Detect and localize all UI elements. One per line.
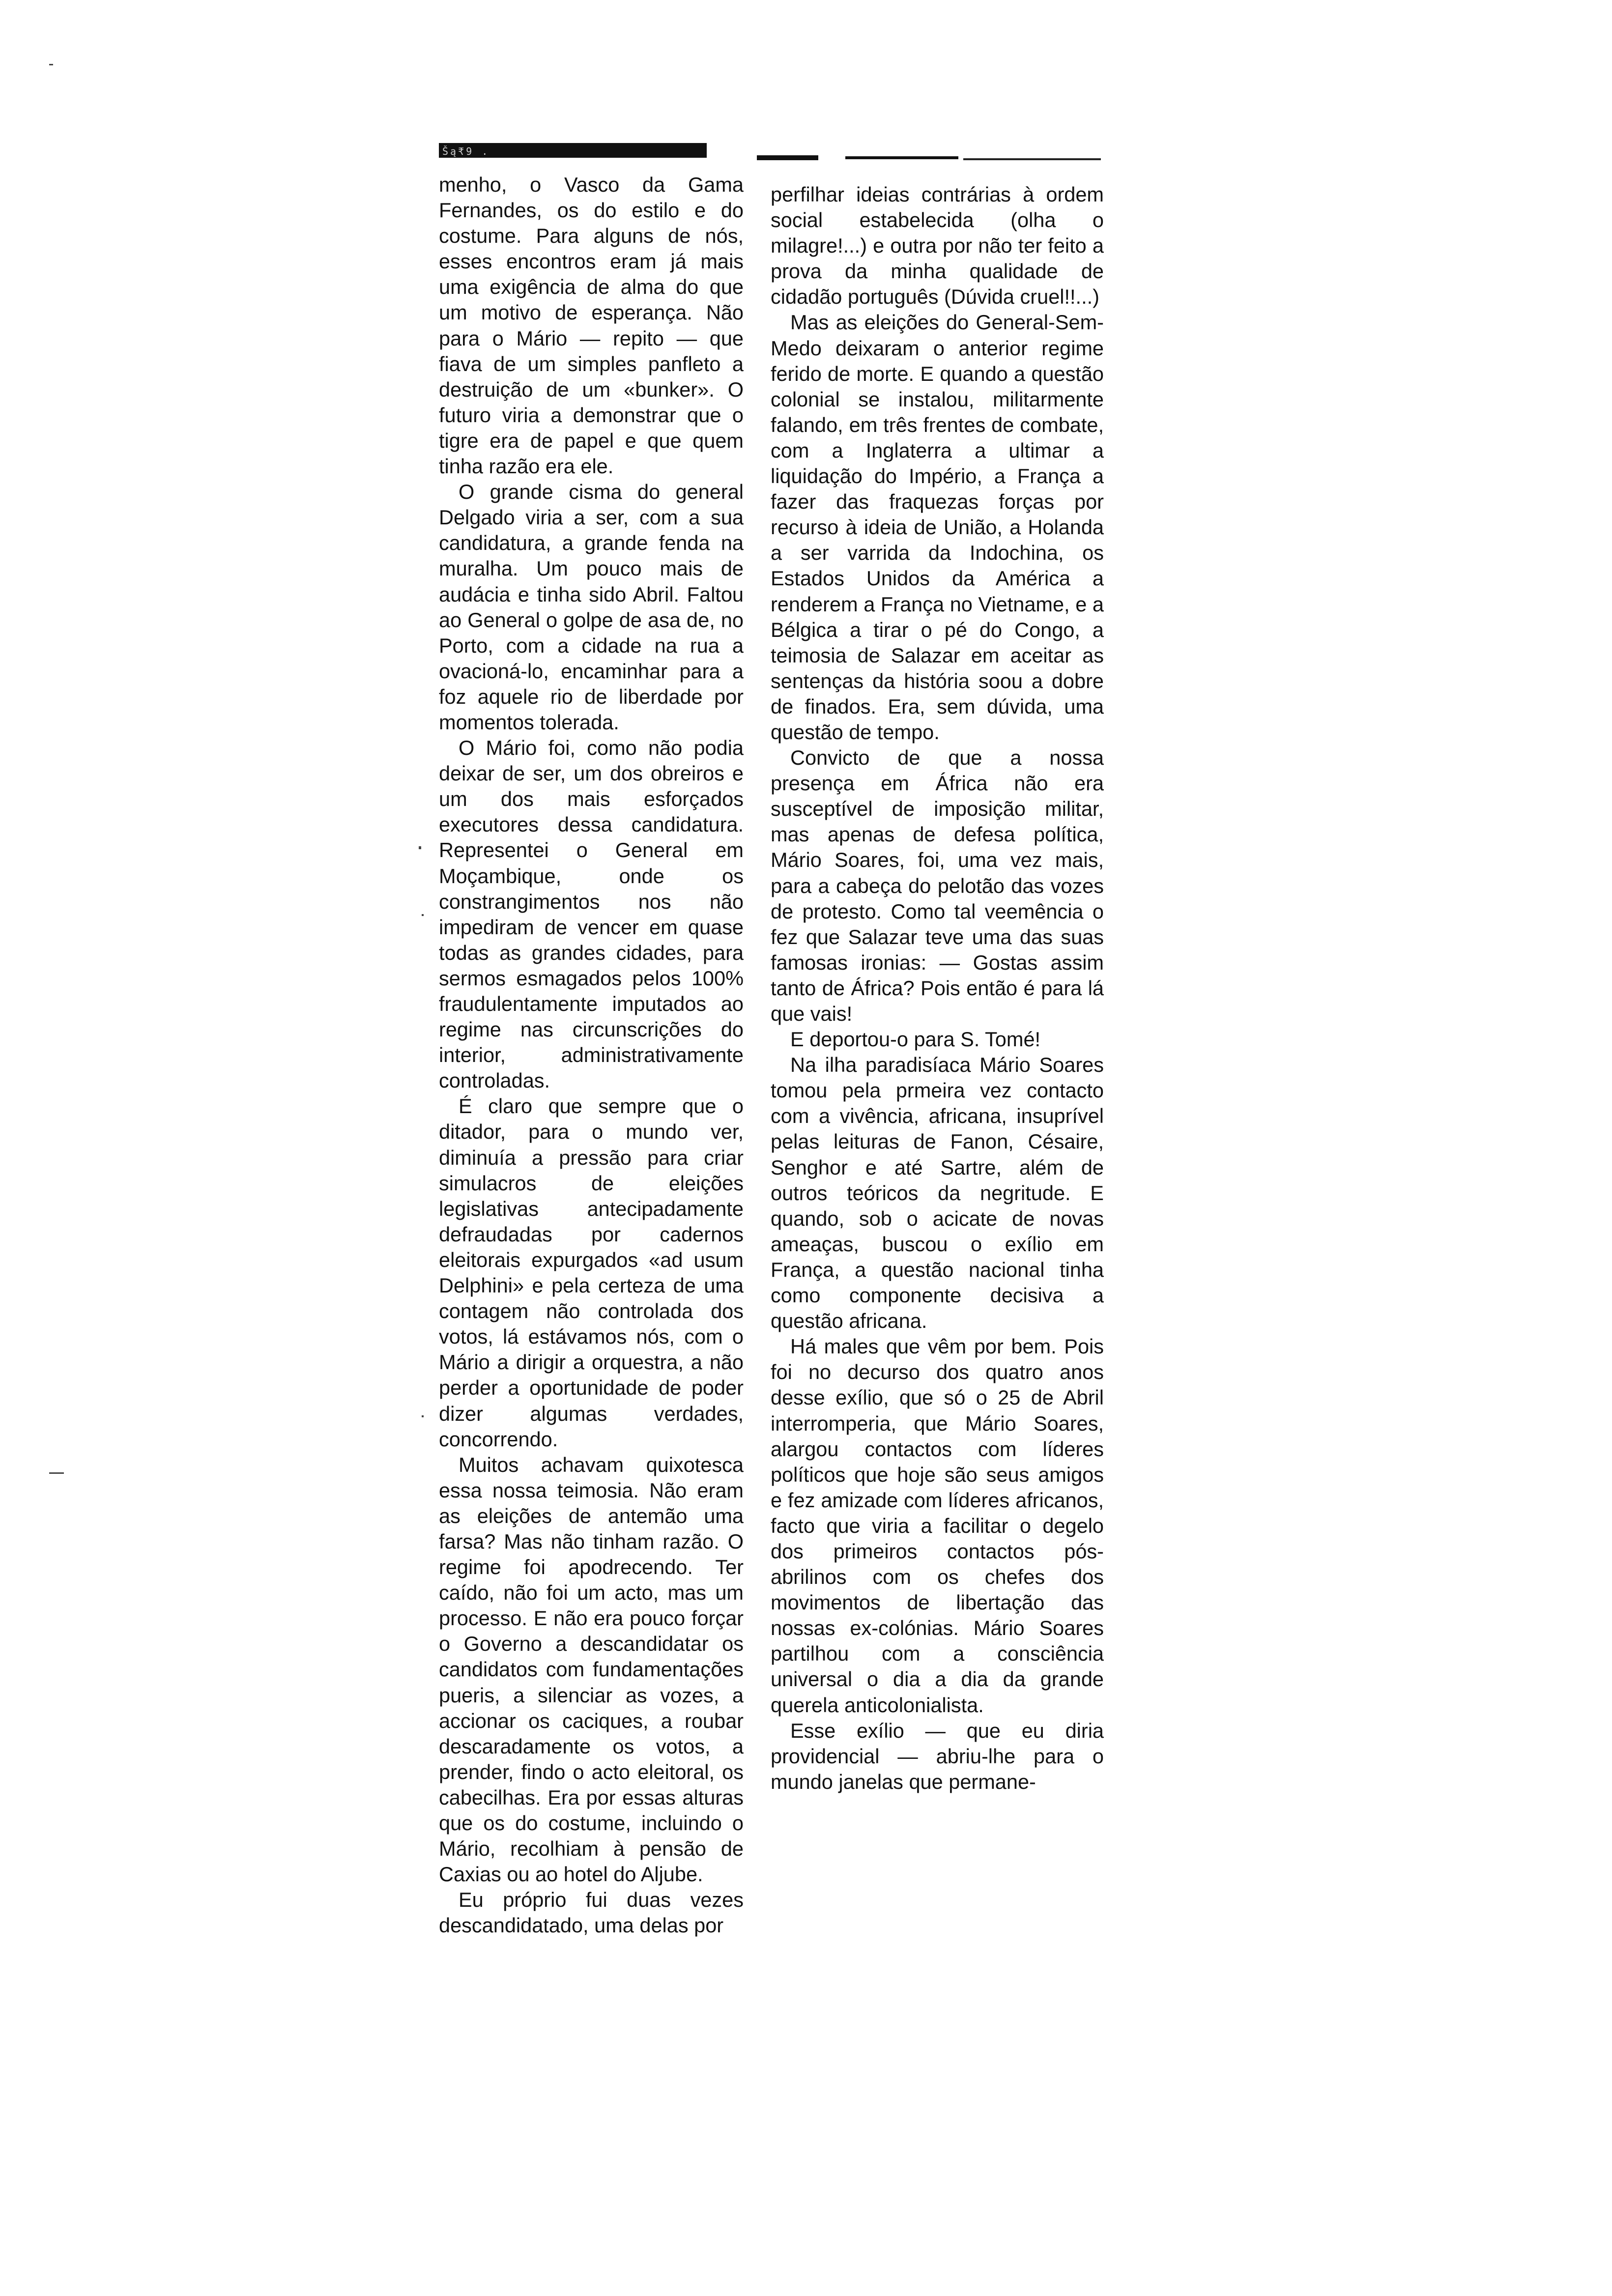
article-column-right — [771, 182, 1104, 1795]
paragraph: perfilhar ideias contrárias à ordem social estabelecida (olha o milagre!...) e outra por não ter feito a prova da minha qualidade de cidadão português (Dúvida cruel!!...) — [771, 183, 1104, 309]
scan-speck — [419, 846, 421, 849]
paragraph: Eu próprio fui duas vezes descandidatado, uma delas por — [439, 1888, 744, 1937]
paragraph: menho, o Vasco da Gama Fernandes, os do estilo e do costume. Para alguns de nós, esses encontros eram já mais uma exigência de alma do que um motivo de esperança. Não para o Mário — repito — que fiava de um simples panfleto a destruição de um «bunker». O futuro viria a demonstrar que o tigre era de papel e que quem tinha razão era ele. — [439, 173, 744, 478]
header-rule-right-segment — [963, 158, 1101, 160]
paragraph: Esse exílio — que eu diria providencial — abriu-lhe para o mundo janelas que permane- — [771, 1719, 1104, 1793]
scan-speck — [49, 1472, 64, 1474]
paragraph: Na ilha paradisíaca Mário Soares tomou pela prmeira vez contacto com a vivência, africana, insuprível pelas leituras de Fanon, Césaire, Senghor e até Sartre, além de outros teóricos da negritude. E quando, sob o acicate de novas ameaças, buscou o exílio em França, a questão nacional tinha como componente decisiva a questão africana. — [771, 1053, 1104, 1333]
scan-speck — [49, 64, 53, 65]
paragraph: Há males que vêm por bem. Pois foi no decurso dos quatro anos desse exílio, que só o 25 de Abril interromperia, que Mário Soares, alargou contactos com líderes políticos que hoje são seus amigos e fez amizade com líderes africanos, facto que viria a facilitar o degelo dos primeiros contactos pós-abrilinos com os chefes dos movimentos de libertação das nossas ex-colónias. Mário Soares partilhou com a consciência universal o dia a dia da grande querela anticolonialista. — [771, 1335, 1104, 1717]
header-rule-right-segment — [757, 155, 818, 160]
paragraph: Convicto de que a nossa presença em África não era susceptível de imposição militar, mas apenas de defesa política, Mário Soares, foi, uma vez mais, para a cabeça do pelotão das vozes de protesto. Como tal veemência o fez que Salazar teve uma das suas famosas ironias: — Gostas assim tanto de África? Pois então é para lá que vais! — [771, 746, 1104, 1025]
paragraph: O grande cisma do general Delgado viria a ser, com a sua candidatura, a grande fenda na muralha. Um pouco mais de audácia e tinha sido Abril. Faltou ao General o golpe de asa de, no Porto, com a cidade na rua a ovacioná-lo, encaminhar para a foz aquele rio de liberdade por momentos tolerada. — [439, 480, 744, 734]
article-column-left — [439, 172, 744, 1938]
paragraph: Mas as eleições do General-Sem-Medo deixaram o anterior regime ferido de morte. E quando a questão colonial se instalou, militarmente falando, em três frentes de combate, com a Inglaterra a ultimar a liquidação do Império, a França a fazer das fraquezas forças por recurso à ideia de União, a Holanda a ser varrida da Indochina, os Estados Unidos da América a renderem a França no Vietname, e a Bélgica a tirar o pé do Congo, a teimosia de Salazar em aceitar as sentenças da história soou a dobre de finados. Era, sem dúvida, uma questão de tempo. — [771, 311, 1104, 744]
paragraph: O Mário foi, como não podia deixar de ser, um dos obreiros e um dos mais esforçados executores dessa candidatura. Representei o General em Moçambique, onde os constrangimentos nos não impediram de vencer em quase todas as grandes cidades, para sermos esmagados pelos 100% fraudulentamente imputados ao regime nas circunscrições do interior, administrativamente controladas. — [439, 736, 744, 1092]
paragraph: É claro que sempre que o ditador, para o mundo ver, diminuía a pressão para criar simulacros de eleições legislativas antecipadamente defraudadas por cadernos eleitorais expurgados «ad usum Delphini» e pela certeza de uma contagem não controlada dos votos, lá estávamos nós, com o Mário a dirigir a orquestra, a não perder a oportunidade de poder dizer algumas verdades, concorrendo. — [439, 1094, 744, 1451]
paragraph: Muitos achavam quixotesca essa nossa teimosia. Não eram as eleições de antemão uma farsa? Mas não tinham razão. O regime foi apodrecendo. Ter caído, não foi um acto, mas um processo. E não era pouco forçar o Governo a descandidatar os candidatos com fundamentações pueris, a silenciar as vozes, a accionar os caciques, a roubar descaradamente os votos, a prender, findo o acto eleitoral, os cabecilhas. Era por essas alturas que os do costume, incluindo o Mário, recolhiam à pensão de Caxias ou ao hotel do Aljube. — [439, 1453, 744, 1886]
header-rule-right-segment — [845, 156, 958, 159]
paragraph: E deportou-o para S. Tomé! — [790, 1028, 1041, 1051]
scan-speck — [422, 1415, 424, 1417]
scan-speck — [422, 914, 424, 916]
header-mark: Šą₹9 . — [442, 145, 490, 157]
